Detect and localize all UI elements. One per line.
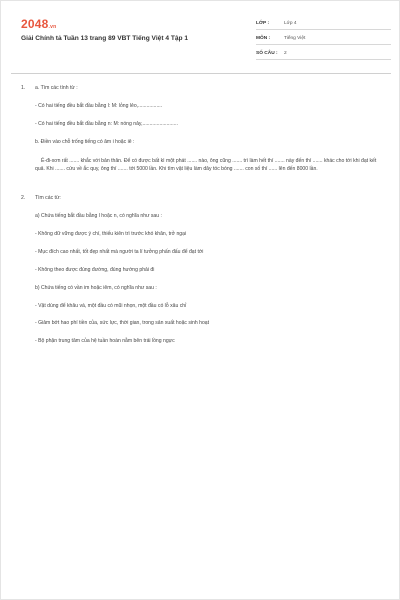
question-2a-item: - Không theo được đúng đường, đúng hướng phải đi [35,266,155,273]
question-1a-line-1: - Có hai tiếng đều bắt đầu bằng l: M: lỏng lẻo,................. [35,102,163,109]
question-1b-paragraph: Ê-đi-xơn rất ....... khắc với bản thân. Để có được bất kì một phát ....... nào, ông cũng ....... trì làm hết thí ....... này đến thí ....... khác cho tới khi đạt kết quả. Khi ....... cứu về ắc quy, ông thí ....... tới 5000 lần. Khi tìm vật liệu làm dây tóc bóng ....... con số thí ...... lên đến 8000 lần. [35,157,377,173]
question-2a-item: - Mục đích cao nhất, tốt đẹp nhất mà người ta lí tưởng phấn đấu để đạt tới [35,248,204,255]
question-2a-item: - Không dữ vững được ý chí, thiếu kiên trì trước khó khăn, trở ngại [35,231,187,238]
meta-key: MÔN : [256,36,271,41]
site-logo[interactable] [21,17,56,31]
meta-value: Tiếng Việt [284,36,306,41]
question-number: 2. [21,195,26,202]
meta-row-question-count [256,45,391,60]
question-2b-item: - Vật dùng để khâu vá, một đầu có mũi nhọn, một đầu có lỗ xâu chỉ [35,302,187,309]
document-title: Giải Chính tả Tuần 13 trang 89 VBT Tiếng Việt 4 Tập 1 [21,35,189,42]
header-divider [11,73,391,74]
question-2-label: Tìm các từ: [35,195,61,202]
question-1a-label: a. Tìm các tính từ : [35,85,78,91]
meta-table [256,15,391,60]
question-number: 1. [21,85,26,91]
exercise-content [21,85,383,356]
document-header [11,15,391,59]
question-2-heading [21,195,383,202]
question-2b-item: - Giảm bớt hao phí tiền của, sức lực, thời gian, trong sản xuất hoặc sinh hoạt [35,320,210,327]
question-1-heading [21,85,383,92]
meta-key: SỐ CÂU : [256,51,278,56]
meta-value: 2 [284,51,287,56]
meta-key: LỚP : [256,21,270,26]
question-2b-item: - Bộ phận trung tâm của hệ tuần hoàn nằm bên trái lồng ngực [35,338,175,345]
meta-row-class [256,15,391,30]
meta-row-subject [256,30,391,45]
logo-main-text: 2048 [21,17,49,31]
meta-value: Lớp 4 [284,21,297,26]
logo-domain-text: .vn [48,24,57,30]
question-2b-label: b) Chứa tiếng có vần im hoặc iêm, có nghĩa như sau : [35,284,157,291]
question-1a-line-2: - Có hai tiếng đều bắt đầu bằng n: M: nóng nảy,......................... [35,120,178,127]
question-2a-label: a) Chứa tiếng bắt đầu bằng l hoặc n, có nghĩa như sau : [35,213,162,220]
question-1b-label: b. Điền vào chỗ trống tiếng có âm i hoặc iê : [35,138,135,145]
